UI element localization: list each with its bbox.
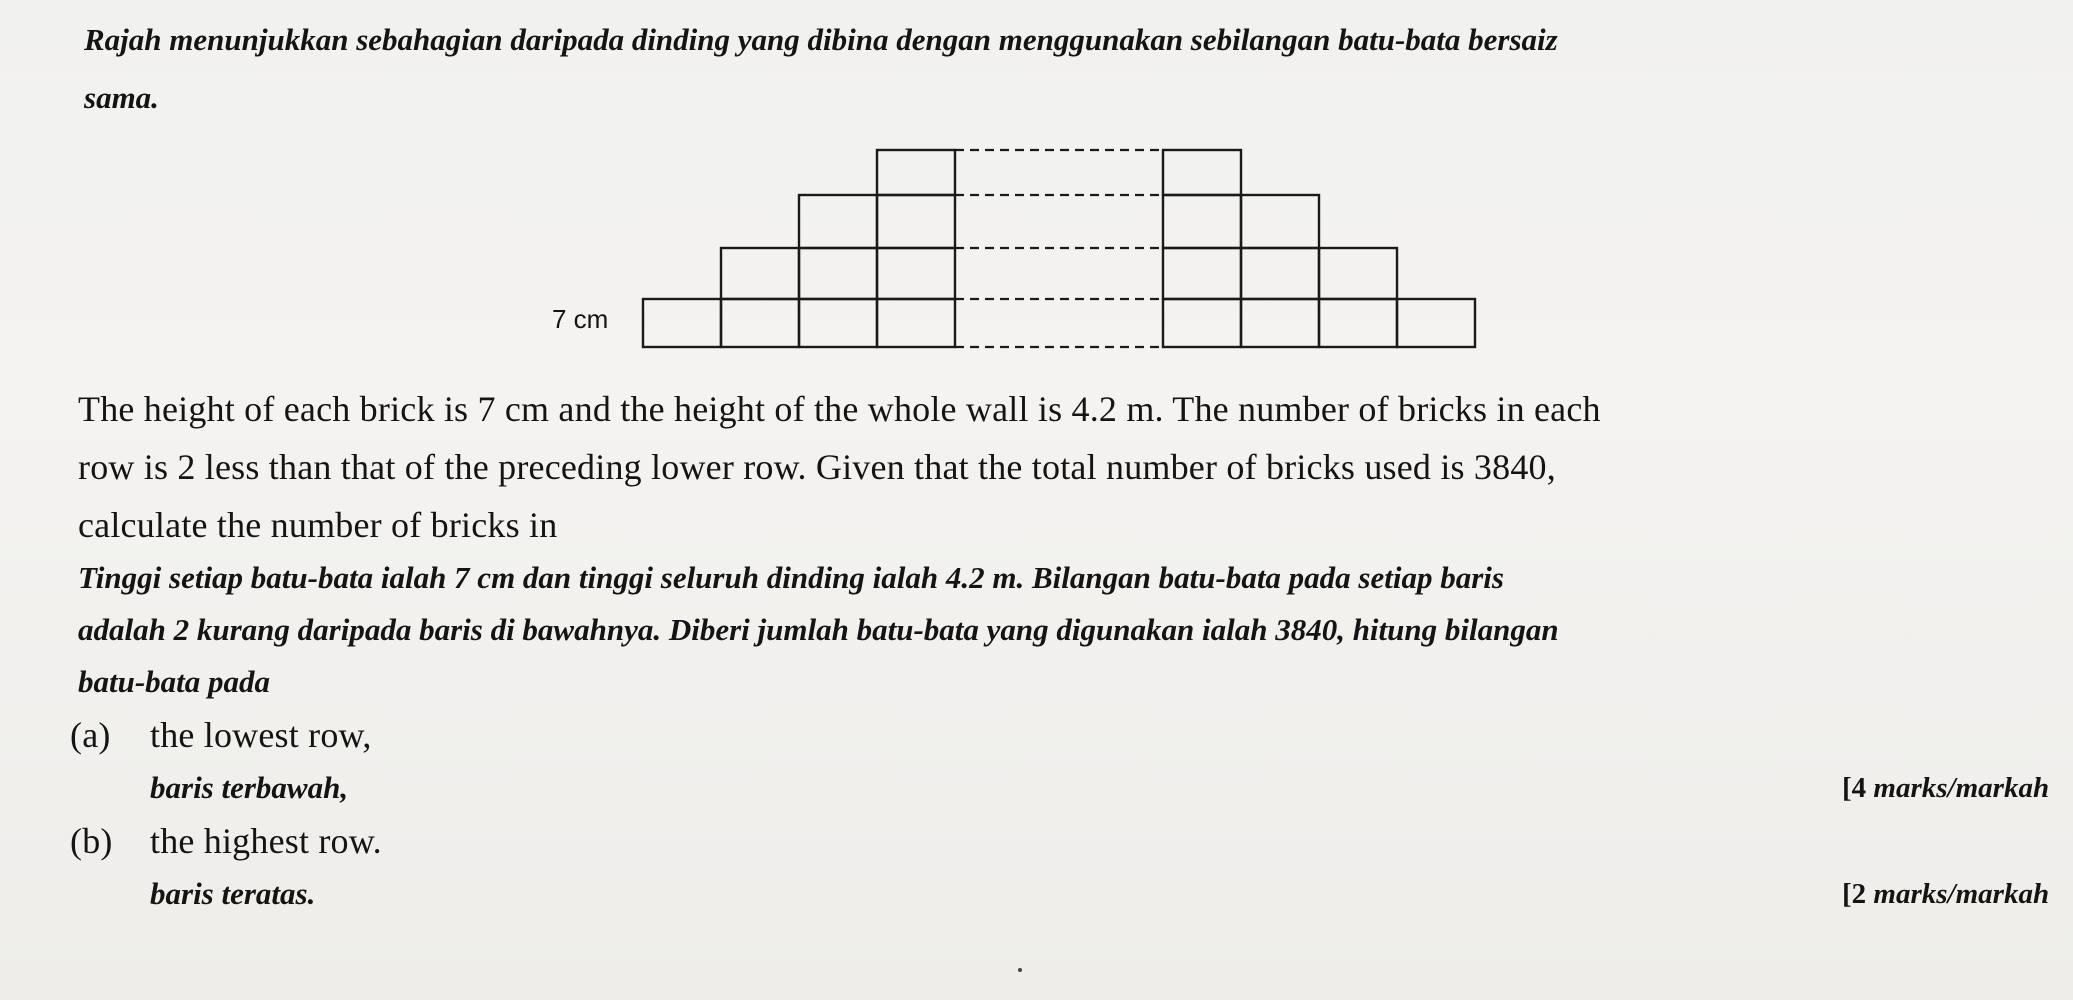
brick-row-3 bbox=[799, 195, 1319, 248]
part-a-label: (a) bbox=[70, 715, 111, 755]
question-eng-line-3: calculate the number of bricks in bbox=[78, 505, 558, 545]
part-b-marks-word: marks/markah bbox=[1873, 878, 2050, 910]
part-a-english: the lowest row, bbox=[150, 715, 372, 755]
dashed-continuation-lines bbox=[955, 150, 1163, 347]
header-malay-line-2: sama. bbox=[84, 80, 159, 115]
part-b-malay: baris teratas. bbox=[150, 876, 316, 911]
part-a-marks bbox=[1842, 772, 2049, 805]
part-b-label: (b) bbox=[70, 821, 113, 861]
brick-wall-diagram bbox=[540, 140, 1500, 360]
question-malay-line-2: adalah 2 kurang daripada baris di bawahnya. Diberi jumlah batu-bata yang digunakan ialah 3840, hitung bilangan bbox=[78, 612, 1559, 647]
question-eng-line-2: row is 2 less than that of the preceding lower row. Given that the total number of bricks used is 3840, bbox=[78, 447, 1556, 487]
part-b-marks bbox=[1842, 878, 2049, 911]
question-eng-line-1: The height of each brick is 7 cm and the height of the whole wall is 4.2 m. The number of bricks in each bbox=[78, 389, 1601, 429]
part-a-marks-number: [4 bbox=[1842, 772, 1874, 804]
part-b-marks-number: [2 bbox=[1842, 878, 1874, 910]
brick-height-label: 7 cm bbox=[552, 304, 609, 334]
brick-row-bottom bbox=[643, 299, 1475, 347]
question-malay-line-3: batu-bata pada bbox=[78, 664, 271, 699]
brick-row-2 bbox=[721, 248, 1397, 299]
part-b-english: the highest row. bbox=[150, 821, 382, 861]
brick-row-top bbox=[877, 150, 1241, 195]
part-a-malay: baris terbawah, bbox=[150, 770, 349, 805]
question-malay-line-1: Tinggi setiap batu-bata ialah 7 cm dan tinggi seluruh dinding ialah 4.2 m. Bilangan batu-bata pada setiap baris bbox=[78, 560, 1504, 595]
header-malay-line-1: Rajah menunjukkan sebahagian daripada dinding yang dibina dengan menggunakan sebilangan batu-bata bersaiz bbox=[84, 22, 1558, 57]
part-a-marks-word: marks/markah bbox=[1873, 772, 2050, 804]
stray-dot bbox=[1018, 968, 1022, 972]
